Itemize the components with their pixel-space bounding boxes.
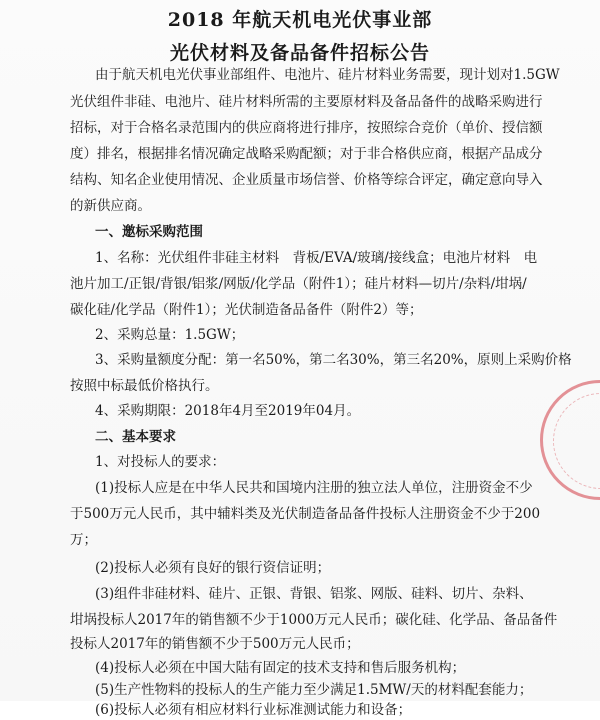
- document-subtitle: 光伏材料及备品备件招标公告: [169, 42, 430, 64]
- paragraph-line: 4、采购期限：2018年4月至2019年04月。: [95, 403, 361, 419]
- paragraph-line: (3)组件非硅材料、硅片、正银、背银、铝浆、网版、硅料、切片、杂料、: [95, 586, 533, 602]
- paragraph-line: 碳化硅/化学品（附件1）；光伏制造备品备件（附件2）等；: [70, 302, 423, 318]
- seal-stamp: [540, 380, 600, 500]
- paragraph-line: 2、采购总量：1.5GW；: [95, 327, 245, 343]
- section-heading: 一、邀标采购范围: [95, 224, 203, 240]
- paragraph-line: 坩埚投标人2017年的销售额不少于1000万元人民币；碳化硅、化学品、备品备件: [70, 612, 558, 628]
- paragraph-line: 招标，对于合格名录范围内的供应商将进行排序，按照综合竞价（单价、授信额: [70, 120, 543, 136]
- paragraph-line: 3、采购量额度分配：第一名50%，第二名30%，第三名20%，原则上采购价格: [95, 352, 572, 368]
- paragraph-line: (1)投标人应是在中华人民共和国境内注册的独立法人单位，注册资金不少: [95, 480, 533, 496]
- paragraph-line: 光伏组件非硅、电池片、硅片材料所需的主要原材料及备品备件的战略采购进行: [70, 94, 543, 110]
- paragraph-line: 投标人2017年的销售额不少于500万元人民币；: [70, 636, 360, 652]
- paragraph-line: 于500万元人民币，其中辅料类及光伏制造备品备件投标人注册资金不少于200: [70, 506, 541, 522]
- seal-stamp-inner-ring: [553, 393, 600, 489]
- paragraph-line: 按照中标最低价格执行。: [70, 378, 219, 394]
- paragraph-line: 结构、知名企业使用情况、企业质量市场信誉、价格等综合评定，确定意向导入: [70, 172, 543, 188]
- paragraph-line: 1、对投标人的要求：: [95, 454, 226, 470]
- paragraph-line: (5)生产性物料的投标人的生产能力至少满足1.5MW/天的材料配套能力；: [95, 682, 533, 698]
- document-title: 2018 年航天机电光伏事业部: [167, 9, 433, 31]
- paragraph-line: 度）排名，根据排名情况确定战略采购配额；对于非合格供应商，根据产品成分: [70, 146, 543, 162]
- paragraph-line: 的新供应商。: [70, 198, 151, 214]
- paragraph-line: 1、名称：光伏组件非硅主材料 背板/EVA/玻璃/接线盒；电池片材料 电: [95, 250, 538, 266]
- paragraph-line: 万；: [70, 532, 97, 548]
- section-heading: 二、基本要求: [95, 429, 176, 445]
- paragraph-line: (2)投标人必须有良好的银行资信证明；: [95, 560, 331, 576]
- paragraph-line: (4)投标人必须在中国大陆有固定的技术支持和售后服务机构；: [95, 660, 466, 676]
- paragraph-line: 池片加工/正银/背银/铝浆/网版/化学品（附件1）；硅片材料—切片/杂料/坩埚/: [70, 276, 527, 292]
- paragraph-line: (6)投标人必须有相应材料行业标准测试能力和设备；: [95, 702, 412, 718]
- paragraph-line: 由于航天机电光伏事业部组件、电池片、硅片材料业务需要，现计划对1.5GW: [95, 67, 560, 83]
